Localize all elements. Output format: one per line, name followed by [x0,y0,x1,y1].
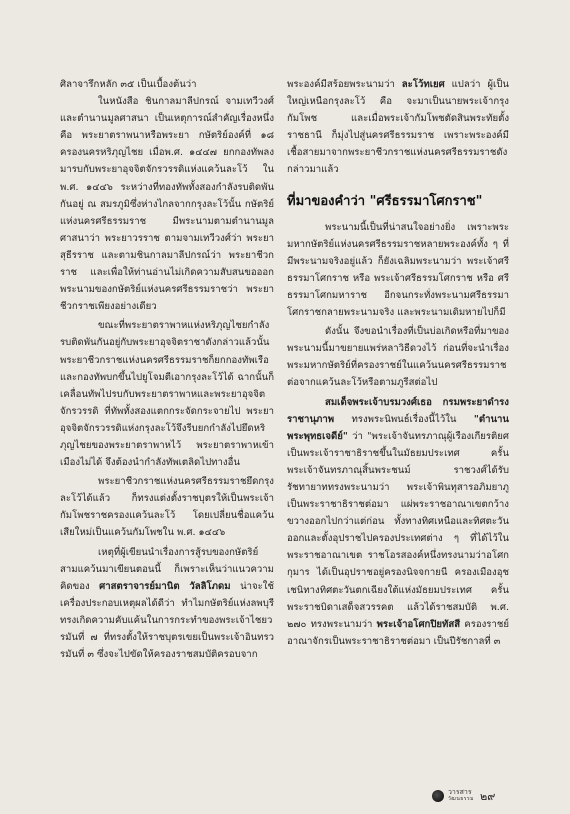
paragraph-text: เหตุที่ผู้เขียนนำเรื่องการสู้รบของกษัตริย์สามแคว้นมาเขียนตอนนี้ ก็เพราะเห็นว่าแนวความคิดของ [60,546,274,592]
paragraph-text: ว่า "พระเจ้าจันทรภาณุผู้เรืองเกียรติยศ เป็นพระเจ้าราชาธิราชขึ้นในมัธยมประเทศ ครั้นพระเจ้าจันทรภาณุสิ้นพระชนม์ ราชวงศ์ได้รับรัชทายาททรงพระนามว่า พระเจ้าพินทุสารอภิมยาภู เป็นพระราชาธิราชต่อมา แผ่พระราชอาณาเขตกว้างขวางออกไปกว่าแต่ก่อน ทั้งทางทิศเหนือและทิศตะวันออกและตั้งอุปราชไปครองประเทศต่าง ๆ ที่ได้ไว้ในพระราชอาณาเขต ราชโอรสองค์หนึ่งทรงนามว่าอโศกกุมาร ได้เป็นอุปราชอยู่ครองนิจจกายนี ครองเมืองอุชเชนิทางทิศตะวันตกเฉียงใต้แห่งมัธยมประเทศ ครั้นพระราชบิดาเสด็จสวรรคต แล้วได้ราชสมบัติ พ.ศ. ๒๗๐ ทรงพระนามว่า [287,430,509,630]
left-column [60,76,274,663]
paragraph [287,219,509,322]
paragraph [60,473,274,541]
paragraph-text: พระนามนี้เป็นที่น่าสนใจอย่างยิ่ง เพราะพระมหากษัตริย์แห่งนครศรีธรรมราชหลายพระองค์ทั้ง ๆ ที่มีพระนามจริงอยู่แล้ว ก็ยังเฉลิมพระนามว่า พระเจ้าศรีธรรมาโศกราช หรือ พระเจ้าศรีธรรมโศกราช หรือ ศรีธรรมาโศกมหาราช อีกจนกระทั่งพระนามศรีธรรมาโศกราชกลายพระนามจริง และพระนามเดิมหายไปก็มี [287,221,509,319]
section-heading: ที่มาของคำว่า "ศรีธรรมาโศกราช" [287,193,483,209]
royal-title: ละโว้ทเยศ [401,79,445,90]
paragraph-text: ขณะที่พระยาตราพาหแห่งหริภุญไชยกำลังรบติดพันกันอยู่กับพระยาอุจจิตราชาดังกล่าวแล้วนั้น พระยาชีวกราชแห่งนครศรีธรรมราชก็ยกกองทัพเรือและกองทัพบกขึ้นไปยูโจมตีเอากรุงละโว้ได้ ฉากนั้นก็เคลื่อนทัพไปรบกับพระยาตราพาหและพระยาอุจจิตจักรวรรดิ ที่ทัพทั้งสองแตกกระจัดกระจายไป พระยาอุจจิตจักรวรรดิแห่งกรุงละโว้จึงรีบยกกำลังไปยึดหริภุญไชยของพระยาตราพาหไว้ พระยาตราพาหเข้าเมืองไม่ได้ จึงต้องนำกำลังทัพเตลิดไปทางอื่น [60,320,274,469]
paragraph-text: ทรงพระนิพนธ์เรื่องนี้ไว้ใน [351,413,457,425]
author-name: สมเด็จพระเจ้าบรมวงศ์เธอ กรมพระยาดำรงราชานุภาพ [287,396,509,425]
paragraph-text: น่าจะใช้เครื่องประกอบเหตุผลได้ดีว่า ทำไมกษัตริย์แห่งลพบุรี ทรงเกิดความคับแค้นในการกระทำของพระเจ้าไชยวรมันที่ ๗ ที่ทรงตั้งให้ราชบุตรเขยเป็นพระเจ้าอินทรวรมันที่ ๓ ซึ่งจะไปขัดให้ครองราชสมบัติครอบจาก [60,580,274,661]
paragraph-text: ครองราชย์อาณาจักรเป็นพระราชาธิราชต่อมา เป็นปีรัชกาลที่ ๓ [287,618,509,647]
page-number: ๒๙ [479,790,496,803]
paragraph-text: ดังนั้น จึงขอนำเรื่องที่เป็นบ่อเกิดหรือที่มาของพระนามนี้มาขยายแพร่หลาวิธีดวงไว้ ก่อนที่จะนำเรื่องพระมหากษัตริย์ที่ครองราชย์ในแคว้นนครศรีธรรมราชต่อจากแคว้นละโว้หรือตามภูรีสต่อไป [287,326,509,389]
paragraph [60,544,274,664]
scholar-name: ศาสตราจารย์มานิต วัลลิโภดม [99,580,231,592]
magazine-name-subline: วัฒนธรรม [448,796,474,802]
paragraph [60,317,274,471]
paragraph [287,323,509,391]
magazine-logo-icon [432,790,444,802]
paragraph [287,76,509,179]
paragraph-text: แปลว่า ผู้เป็นใหญ่เหนือกรุงละโว้ คือ จะมาเป็นนายพระเจ้ากรุงกัมโพช และเมื่อพระเจ้ากัมโพชตัดสินพระทัยตั้งราชธานี ก็มุ่งไปสู่นครศรีธรรมราช เพราะพระองค์มีเชื้อสายมาจากพระยาชีวกราชแห่งนครศรีธรรมราชดังกล่าวมาแล้ว [287,79,509,176]
paragraph: ศิลาจารึกหลัก ๓๕ เป็นเบื้องต้นว่า [60,79,197,90]
page-footer [432,787,517,805]
paragraph [60,93,274,315]
right-column [287,76,509,650]
paragraph-text: ในหนังสือ ชินกาลมาลีปกรณ์ จามเทวีวงศ์ และตำนานมูลศาสนา เป็นเหตุการณ์สำคัญเรื่องหนึ่ง คือ พระยาตราพนาหรือพระยา กษัตริย์องค์ที่ ๑๘ ครองนครหริภุญไชย เมื่อพ.ศ. ๑๔๔๗ ยกกองทัพลงมารบกับพระยาอุจจิตจักรวรรดิแห่งแคว้นละโว้ ใน พ.ศ. ๑๔๔๖ ระหว่างที่ทองทัพทั้งสองกำลังรบติดพันกันอยู่ ณ สมรภูมิซึ่งห่างไกลจากกรุงละโว้นั้น กษัตริย์แห่งนครศรีธรรมราช มีพระนามตามตำนานมูลศาสนาว่า พระยาวรราช ตามจามเทวีวงศ์ว่า พระยาสุธีรราช และตามชินกาลมาลีปกรณ์ว่า พระยาชีวกราช และเพื่อให้ท่านอ่านไม่เกิดความสับสนขอออกพระนามของกษัตริย์แห่งนครศรีธรรมราชว่า พระยาชีวกราชเพียงอย่างเดียว [60,96,274,313]
paragraph [287,394,509,650]
king-name: พระเจ้าอโศกปิยทัสสี [376,618,461,630]
magazine-name-line: วารสาร [448,788,472,796]
magazine-name [448,789,474,803]
book-title: "ตำนานพระพุทธเจดีย์" [287,413,509,442]
paragraph-text: พระยาชีวกราชแห่งนครศรีธรรมราชยึดกรุงละโว้ได้แล้ว ก็ทรงแต่งตั้งราชบุตรให้เป็นพระเจ้ากัมโพชราชครองแคว้นละโว้ โดยเปลี่ยนชื่อแคว้นเสียใหม่เป็นแคว้นกัมโพชใน พ.ศ. ๑๔๔๖ [60,476,274,539]
paragraph-text: พระองค์มีสร้อยพระนามว่า [287,79,395,90]
